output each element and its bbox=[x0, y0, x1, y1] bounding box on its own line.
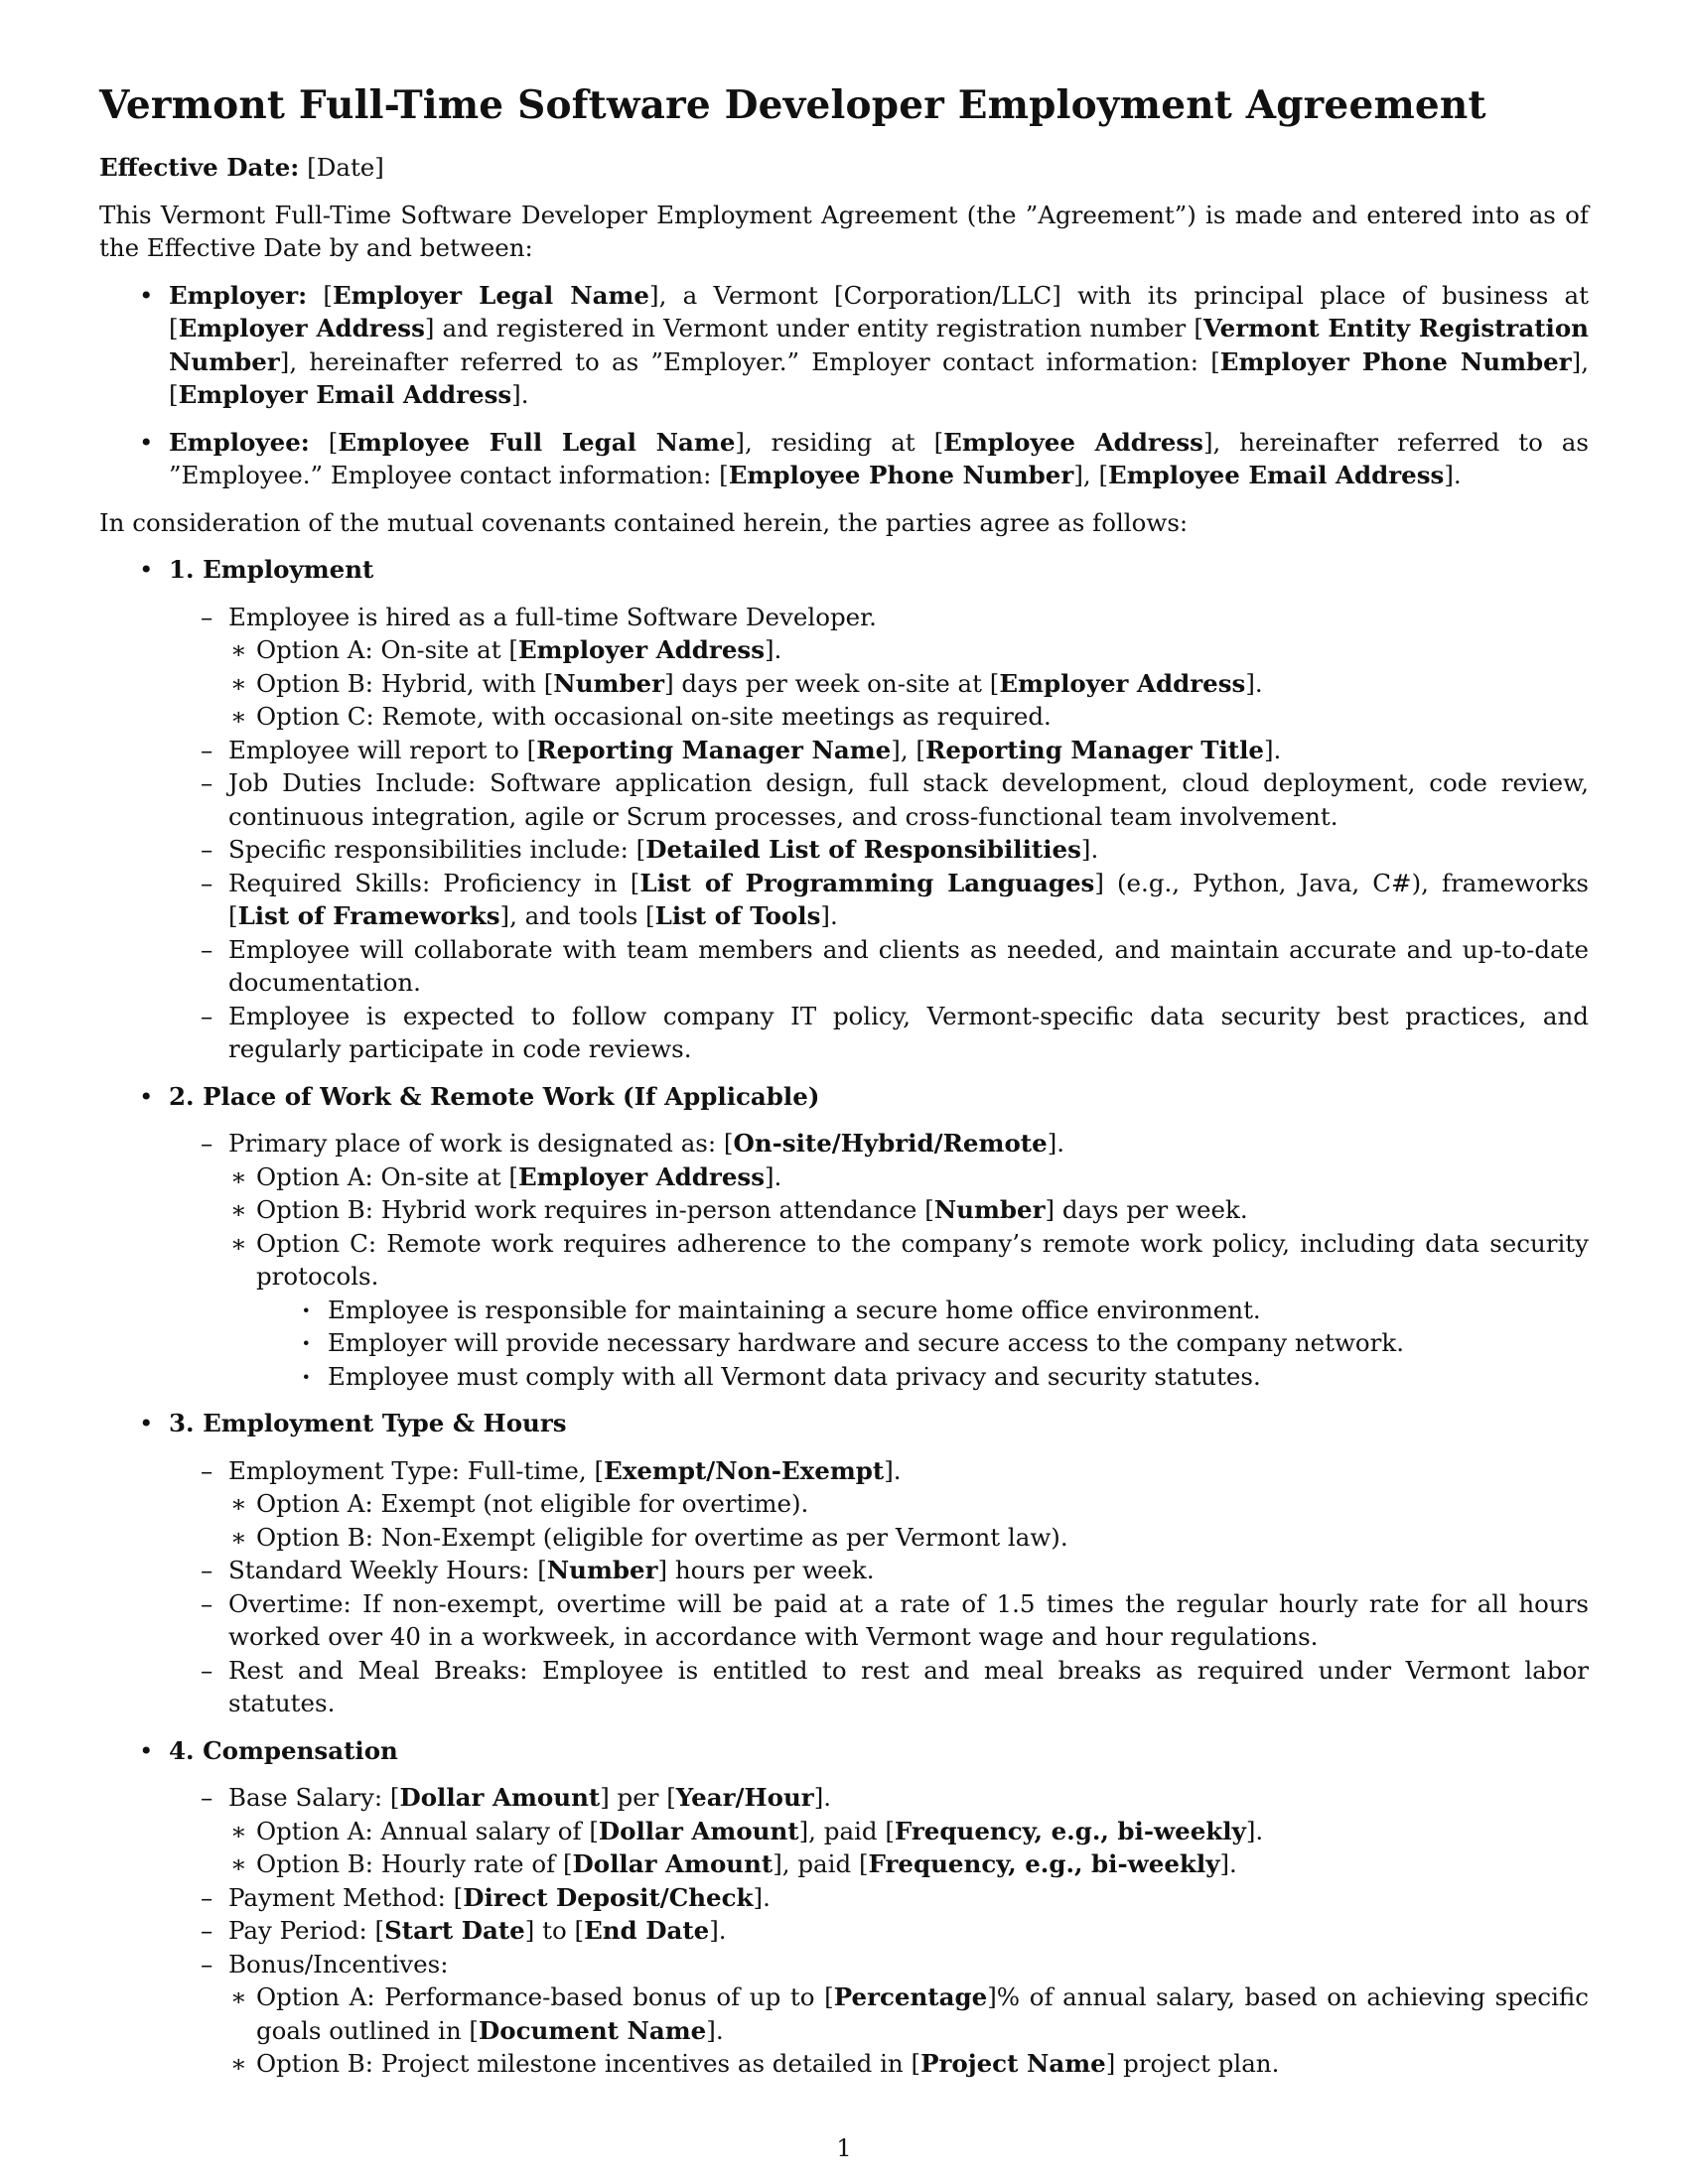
text: Option B: Hourly rate of [ bbox=[256, 1849, 573, 1878]
text: Option A: On-site at [ bbox=[256, 1161, 518, 1191]
section-items bbox=[169, 601, 1589, 1066]
placeholder: Detailed List of Responsibilities bbox=[645, 835, 1081, 864]
section-place-of-work bbox=[99, 1080, 1589, 1394]
text: ]. bbox=[813, 1783, 832, 1812]
text: ]. bbox=[1219, 1849, 1237, 1878]
text: Bonus/Incentives: bbox=[228, 1949, 449, 1979]
consideration-paragraph: In consideration of the mutual covenants contained herein, the parties agree as follows: bbox=[99, 507, 1189, 537]
placeholder: Number bbox=[546, 1556, 658, 1584]
placeholder: Reporting Manager Name bbox=[536, 735, 892, 764]
text: Standard Weekly Hours: [ bbox=[228, 1556, 547, 1584]
placeholder: On-site/Hybrid/Remote bbox=[733, 1129, 1048, 1158]
sub-option-item: · Employee is responsible for maintaining a secure home office environment. bbox=[256, 1294, 1589, 1327]
section-items bbox=[169, 1127, 1589, 1393]
section-heading: • 3. Employment Type & Hours bbox=[169, 1409, 567, 1437]
placeholder: Project Name bbox=[920, 2049, 1106, 2078]
text: ] and registered in Vermont under entity registration number [ bbox=[424, 314, 1203, 342]
section-heading: • 2. Place of Work & Remote Work (If Applicable) bbox=[169, 1081, 820, 1111]
placeholder-employee-email: Employee Email Address bbox=[1108, 461, 1445, 489]
effective-date bbox=[99, 151, 1589, 185]
option-list bbox=[228, 1160, 1589, 1394]
text: ], [ bbox=[891, 735, 925, 764]
text: Pay Period: [ bbox=[228, 1916, 385, 1945]
intro-paragraph: This Vermont Full-Time Software Developer Employment Agreement (the ”Agreement”) is made and entered into as of the Effective Date by and between: bbox=[99, 200, 1589, 262]
list-item bbox=[169, 867, 1589, 933]
list-item: – Employee is expected to follow company IT policy, Vermont-specific data security best practices, and regularly participate in code reviews. bbox=[169, 1000, 1589, 1066]
text: Option B: Hybrid work requires in-person attendance [ bbox=[256, 1195, 934, 1224]
option-item: ∗ Option A: Exempt (not eligible for overtime). bbox=[228, 1487, 1589, 1521]
placeholder: List of Frameworks bbox=[237, 901, 500, 930]
text: ]. bbox=[1047, 1129, 1065, 1158]
placeholder: Dollar Amount bbox=[399, 1783, 601, 1812]
option-list bbox=[228, 633, 1589, 734]
placeholder: Number bbox=[553, 668, 665, 698]
list-item bbox=[169, 1881, 1589, 1915]
text: ] per [ bbox=[600, 1783, 676, 1812]
placeholder: Document Name bbox=[479, 2015, 707, 2045]
list-item bbox=[169, 1914, 1589, 1948]
text: ] days per week on-site at [ bbox=[664, 668, 1000, 698]
text: Option A: Performance-based bonus of up to [ bbox=[256, 1982, 834, 2011]
text: Specific responsibilities include: [ bbox=[228, 835, 646, 864]
placeholder: Direct Deposit/Check bbox=[463, 1882, 754, 1912]
placeholder-employer-phone: Employer Phone Number bbox=[1219, 346, 1572, 376]
text: ], [ bbox=[1073, 461, 1109, 489]
text: Employee will report to [ bbox=[228, 735, 537, 764]
document-page bbox=[99, 81, 1589, 2095]
text: ]. bbox=[1080, 835, 1099, 864]
placeholder: Number bbox=[933, 1195, 1046, 1224]
section-heading: • 1. Employment bbox=[169, 555, 374, 584]
effective-date-value: [Date] bbox=[299, 153, 384, 182]
list-item bbox=[169, 1127, 1589, 1393]
list-item: – Job Duties Include: Software application design, full stack development, cloud deployment, code review, continuous integration, agile or Scrum processes, and cross-functional team involvement. bbox=[169, 766, 1589, 833]
option-item bbox=[228, 667, 1589, 701]
text: ], paid [ bbox=[773, 1849, 869, 1878]
placeholder: Dollar Amount bbox=[572, 1849, 774, 1878]
text: ]. bbox=[1263, 735, 1282, 764]
placeholder-employee-phone: Employee Phone Number bbox=[728, 461, 1074, 489]
section-compensation bbox=[99, 1734, 1589, 2081]
text: ], paid [ bbox=[798, 1816, 895, 1845]
section-items bbox=[169, 1781, 1589, 2081]
text: [ bbox=[307, 280, 333, 310]
sub-option-item: · Employer will provide necessary hardware and secure access to the company network. bbox=[256, 1326, 1589, 1360]
option-item bbox=[228, 2047, 1589, 2081]
list-item: – Overtime: If non-exempt, overtime will be paid at a rate of 1.5 times the regular hourly rate for all hours worked over 40 in a workweek, in accordance with Vermont wage and hour regulations. bbox=[169, 1587, 1589, 1654]
placeholder-employee-name: Employee Full Legal Name bbox=[338, 427, 736, 457]
section-employment-type bbox=[99, 1407, 1589, 1720]
party-employer bbox=[99, 279, 1589, 412]
placeholder: Exempt/Non-Exempt bbox=[604, 1455, 885, 1485]
text: Option A: On-site at [ bbox=[256, 635, 518, 664]
text: Required Skills: Proficiency in [ bbox=[228, 868, 640, 897]
option-list bbox=[228, 1980, 1589, 2081]
text: ]. bbox=[709, 1916, 727, 1945]
section-items bbox=[169, 1454, 1589, 1720]
placeholder: Year/Hour bbox=[675, 1783, 814, 1812]
text: ] project plan. bbox=[1105, 2049, 1280, 2078]
text: ]. bbox=[511, 380, 529, 409]
text: Employment Type: Full-time, [ bbox=[228, 1455, 605, 1485]
placeholder-employer-address: Employer Address bbox=[178, 314, 425, 342]
list-item: – Employee will collaborate with team members and clients as needed, and maintain accurate and up-to-date documentation. bbox=[169, 933, 1589, 1000]
placeholder: Reporting Manager Title bbox=[924, 735, 1264, 764]
text: Primary place of work is designated as: [ bbox=[228, 1129, 734, 1158]
list-item: – Rest and Meal Breaks: Employee is entitled to rest and meal breaks as required under Vermont labor statutes. bbox=[169, 1654, 1589, 1720]
text: Employee is hired as a full-time Software Developer. bbox=[228, 602, 877, 631]
placeholder-registration-number: Vermont Entity Registration Number bbox=[169, 314, 1589, 376]
placeholder: Employer Address bbox=[518, 1161, 765, 1191]
sections-list bbox=[99, 553, 1589, 2081]
text: ]. bbox=[1444, 461, 1462, 489]
text: ]. bbox=[1245, 1816, 1264, 1845]
sub-option-item: · Employee must comply with all Vermont data privacy and security statutes. bbox=[256, 1360, 1589, 1394]
placeholder: Frequency, e.g., bi-weekly bbox=[868, 1849, 1220, 1878]
employer-label: Employer: bbox=[169, 280, 308, 310]
placeholder: Dollar Amount bbox=[598, 1816, 799, 1845]
employee-label: Employee: bbox=[169, 427, 310, 457]
placeholder: Frequency, e.g., bi-weekly bbox=[894, 1816, 1246, 1845]
text: Base Salary: [ bbox=[228, 1783, 400, 1812]
text: ]. bbox=[765, 1161, 782, 1191]
placeholder: Employer Address bbox=[999, 668, 1246, 698]
section-heading: • 4. Compensation bbox=[169, 1735, 398, 1765]
sub-option-list bbox=[256, 1294, 1589, 1394]
option-list bbox=[228, 1487, 1589, 1554]
list-item bbox=[169, 833, 1589, 867]
party-employee bbox=[99, 426, 1589, 492]
placeholder: Employer Address bbox=[518, 635, 765, 664]
placeholder: End Date bbox=[584, 1916, 710, 1945]
parties-list bbox=[99, 279, 1589, 492]
option-item bbox=[228, 1160, 1589, 1194]
text: [ bbox=[309, 427, 339, 457]
placeholder-employee-address: Employee Address bbox=[943, 427, 1203, 457]
text: Option B: Project milestone incentives as detailed in [ bbox=[256, 2049, 921, 2078]
list-item bbox=[169, 1554, 1589, 1587]
placeholder: List of Programming Languages bbox=[639, 868, 1095, 897]
text: Option C: Remote work requires adherence to the company’s remote work policy, including data security protocols. bbox=[256, 1228, 1589, 1291]
list-item bbox=[169, 1454, 1589, 1555]
text: ], hereinafter referred to as ”Employer.” Employer contact information: [ bbox=[279, 346, 1220, 376]
text: ] days per week. bbox=[1045, 1195, 1248, 1224]
option-item bbox=[228, 633, 1589, 667]
text: ] hours per week. bbox=[657, 1556, 875, 1584]
text: Payment Method: [ bbox=[228, 1882, 464, 1912]
option-item bbox=[228, 1815, 1589, 1848]
option-item: ∗ Option C: Remote, with occasional on-site meetings as required. bbox=[228, 700, 1589, 734]
placeholder: Percentage bbox=[833, 1982, 988, 2011]
text: ] to [ bbox=[524, 1916, 585, 1945]
option-item bbox=[228, 1980, 1589, 2047]
list-item bbox=[169, 1948, 1589, 2081]
text: ]. bbox=[884, 1455, 902, 1485]
text: ]. bbox=[753, 1882, 771, 1912]
text: ]. bbox=[706, 2015, 724, 2045]
option-item bbox=[228, 1227, 1589, 1394]
document-title: Vermont Full-Time Software Developer Employment Agreement bbox=[99, 82, 1486, 128]
text: ]. bbox=[765, 635, 782, 664]
option-item bbox=[228, 1847, 1589, 1881]
list-item bbox=[169, 1781, 1589, 1881]
text: ], [ bbox=[169, 346, 1589, 409]
placeholder: List of Tools bbox=[654, 901, 821, 930]
list-item bbox=[169, 601, 1589, 734]
text: ], and tools [ bbox=[499, 901, 655, 930]
option-item bbox=[228, 1193, 1589, 1227]
section-employment bbox=[99, 553, 1589, 1066]
placeholder: Start Date bbox=[384, 1916, 525, 1945]
effective-date-label: Effective Date: bbox=[99, 153, 300, 182]
list-item bbox=[169, 734, 1589, 767]
placeholder-employer-legal-name: Employer Legal Name bbox=[332, 280, 650, 310]
text: ], residing at [ bbox=[735, 427, 944, 457]
text: ], a Vermont [Corporation/LLC] with its principal place of business at [ bbox=[169, 280, 1589, 342]
text: ]. bbox=[820, 901, 838, 930]
text: Option A: Annual salary of [ bbox=[256, 1816, 599, 1845]
text: ]. bbox=[1245, 668, 1263, 698]
text: ] (e.g., Python, Java, C#), frameworks [ bbox=[228, 868, 1589, 930]
text: ], hereinafter referred to as ”Employee.” Employee contact information: [ bbox=[169, 427, 1589, 489]
page-number: 1 bbox=[836, 2134, 852, 2162]
placeholder-employer-email: Employer Email Address bbox=[178, 380, 512, 409]
option-list bbox=[228, 1815, 1589, 1881]
text: ]% of annual salary, based on achieving specific goals outlined in [ bbox=[256, 1982, 1589, 2045]
option-item: ∗ Option B: Non-Exempt (eligible for overtime as per Vermont law). bbox=[228, 1521, 1589, 1555]
text: Option B: Hybrid, with [ bbox=[256, 668, 554, 698]
